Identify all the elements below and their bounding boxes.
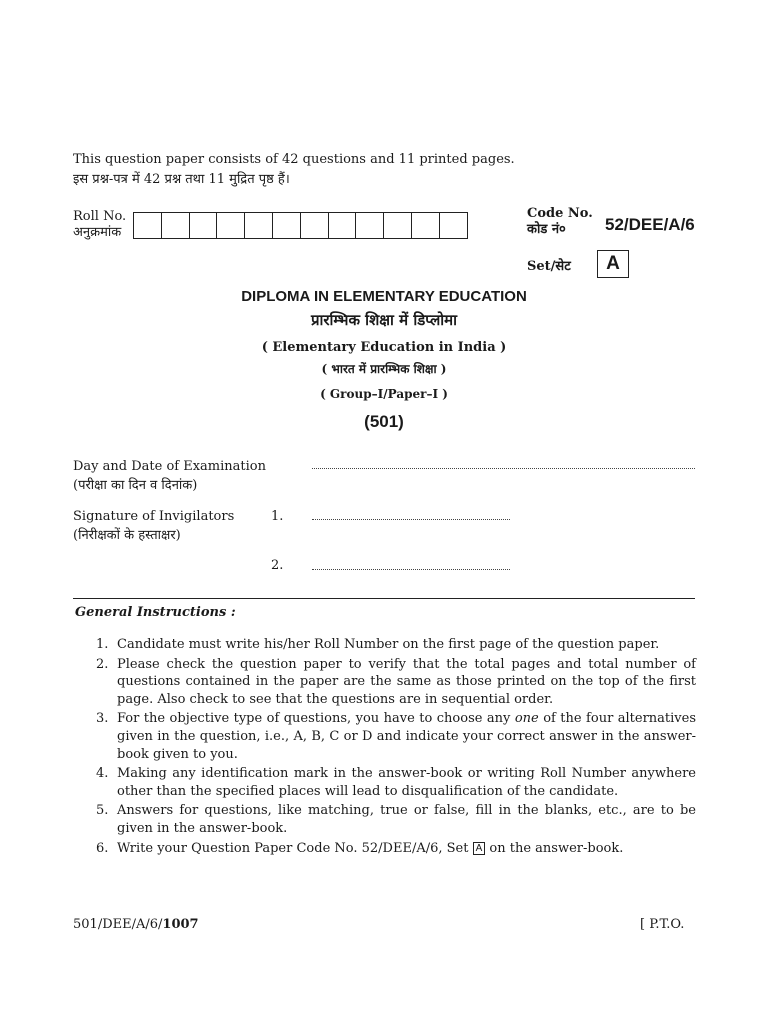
instruction-number: 5. (96, 803, 109, 819)
roll-digit-box[interactable] (439, 212, 468, 239)
invigilator-label-en: Signature of Invigilators (73, 509, 235, 524)
invigilator-label (73, 507, 234, 545)
exam-date-label (73, 457, 266, 495)
code-label-en: Code No. (527, 206, 593, 221)
group-paper: ( Group–I/Paper–I ) (320, 387, 448, 401)
paper-info (73, 150, 515, 190)
instructions-list (96, 636, 696, 859)
instruction-item (96, 840, 696, 858)
instruction-text-part: Write your Question Paper Code No. 52/DEE/A/6, Set (117, 840, 473, 856)
page-title: DIPLOMA IN ELEMENTARY EDUCATION (241, 288, 527, 305)
instruction-text-part: For the objective type of questions, you have to choose any (117, 711, 515, 727)
footer-code-plain: 501/DEE/A/6/ (73, 917, 163, 932)
exam-date-line[interactable] (312, 467, 695, 469)
instruction-number: 1. (96, 637, 109, 652)
invigilator-1-line[interactable] (312, 518, 510, 520)
exam-date-label-en: Day and Date of Examination (73, 459, 266, 474)
instruction-item (96, 802, 696, 837)
roll-digit-box[interactable] (161, 212, 189, 239)
invigilator-1-number: 1. (271, 509, 284, 524)
instruction-text (117, 710, 696, 763)
code-value: 52/DEE/A/6 (605, 215, 695, 234)
instruction-text-part: of the four alternatives given in the question, i.e., A, B, C or D and indicate your correct answer in the answer-book given to you. (117, 711, 696, 762)
roll-digit-box[interactable] (411, 212, 439, 239)
roll-digit-box[interactable] (383, 212, 411, 239)
instruction-text (117, 840, 696, 858)
roll-digit-box[interactable] (133, 212, 161, 239)
set-box-inline: A (473, 842, 486, 855)
instruction-item (96, 636, 696, 654)
roll-label (73, 209, 126, 241)
instruction-text: Please check the question paper to verify that the total pages and total number of questions contained in the paper are the same as those printed on the top of the first page. Also check to see that the questions are in sequential order. (117, 656, 696, 707)
roll-label-en: Roll No. (73, 209, 127, 224)
footer-code-bold: 1007 (162, 917, 199, 932)
roll-digit-box[interactable] (328, 212, 356, 239)
roll-number-boxes (133, 212, 468, 239)
subject-title: ( Elementary Education in India ) (261, 340, 507, 355)
pto-label: [ P.T.O. (640, 917, 685, 932)
instruction-item (96, 765, 696, 800)
page-title-hi: प्रारम्भिक शिक्षा में डिप्लोमा (310, 311, 458, 329)
set-value-box: A (597, 250, 629, 278)
instruction-text: Making any identification mark in the answer-book or writing Roll Number anywhere other than the specified places will lead to disqualification of the candidate. (117, 766, 696, 799)
roll-digit-box[interactable] (189, 212, 217, 239)
roll-digit-box[interactable] (244, 212, 272, 239)
paper-number: (501) (364, 412, 404, 431)
paper-info-hi: इस प्रश्न-पत्र में 42 प्रश्न तथा 11 मुद्रित पृष्ठ हैं। (73, 172, 290, 187)
roll-digit-box[interactable] (272, 212, 300, 239)
subject-title-hi: ( भारत में प्रारम्भिक शिक्षा ) (321, 362, 447, 376)
instruction-text: Answers for questions, like matching, true or false, fill in the blanks, etc., are to be given in the answer-book. (117, 803, 696, 836)
instruction-number: 2. (96, 656, 109, 672)
code-label-hi: कोड नं० (527, 222, 566, 237)
set-label: Set/सेट (527, 259, 571, 274)
instructions-heading: General Instructions : (75, 605, 236, 620)
instruction-text-part: on the answer-book. (485, 840, 624, 856)
instruction-item (96, 656, 696, 709)
invigilator-2-number: 2. (271, 558, 284, 573)
instruction-text: Candidate must write his/her Roll Number on the first page of the question paper. (117, 637, 660, 652)
divider (73, 598, 695, 599)
instruction-item (96, 710, 696, 763)
roll-digit-box[interactable] (300, 212, 328, 239)
roll-digit-box[interactable] (216, 212, 244, 239)
instruction-number: 3. (96, 711, 109, 727)
footer-code (73, 917, 199, 932)
instruction-emphasis: one (514, 711, 539, 727)
code-label (527, 206, 593, 238)
exam-date-label-hi: (परीक्षा का दिन व दिनांक) (73, 478, 198, 493)
instruction-number: 6. (96, 840, 109, 856)
roll-digit-box[interactable] (355, 212, 383, 239)
invigilator-2-line[interactable] (312, 568, 510, 570)
paper-info-en: This question paper consists of 42 questions and 11 printed pages. (73, 152, 515, 167)
instruction-number: 4. (96, 766, 109, 782)
roll-label-hi: अनुक्रमांक (73, 225, 122, 240)
invigilator-label-hi: (निरीक्षकों के हस्ताक्षर) (73, 528, 181, 543)
